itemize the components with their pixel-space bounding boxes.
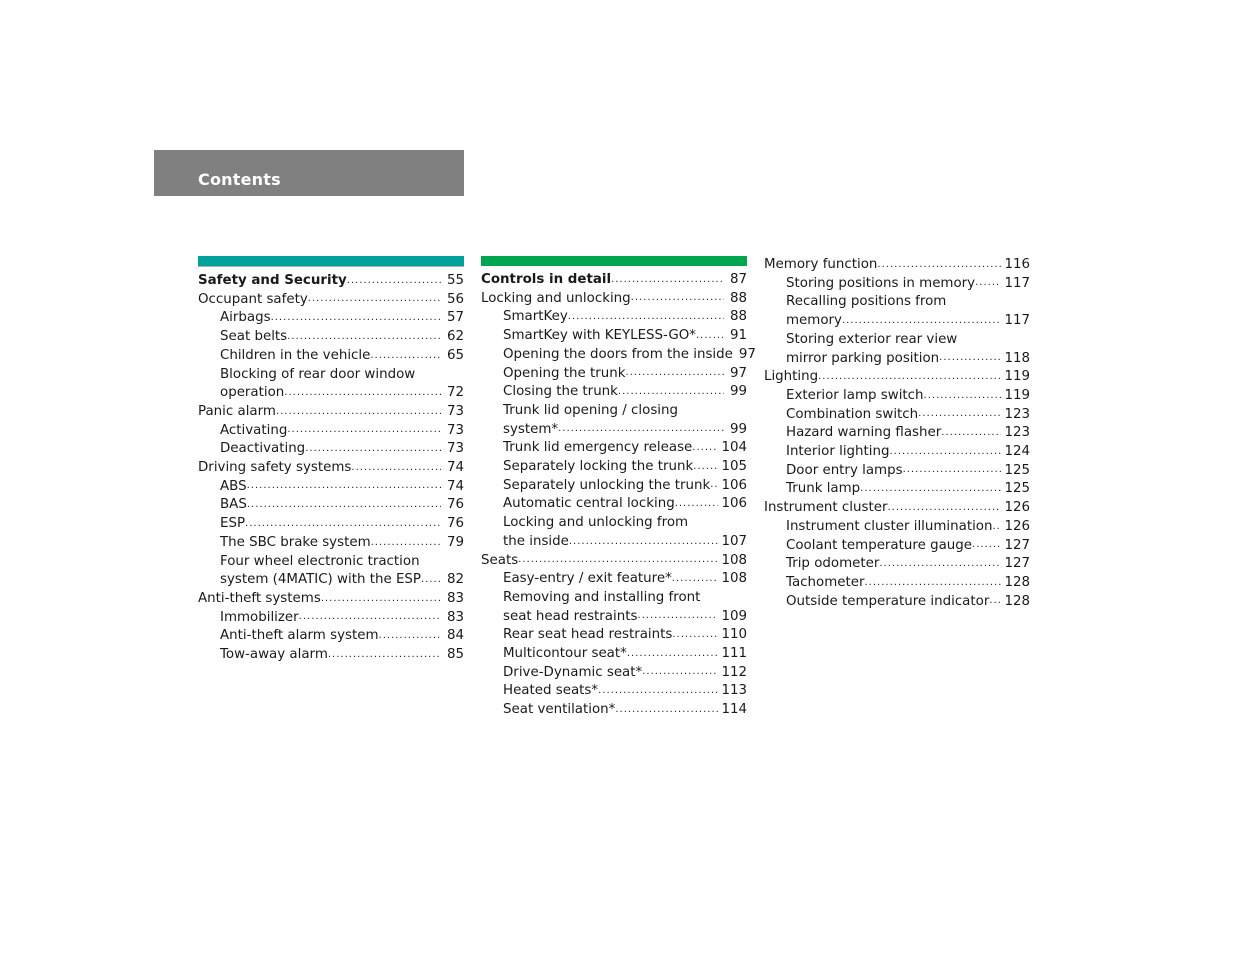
toc-entry-page-number: 57	[446, 310, 464, 326]
dot-leader	[247, 498, 441, 512]
toc-entry[interactable]	[764, 331, 1030, 350]
toc-entry-page-number: 108	[721, 552, 747, 568]
toc-entry-page-number: 56	[446, 291, 464, 307]
dot-leader	[625, 366, 724, 380]
toc-entry-label: BAS	[220, 497, 247, 513]
toc-entry[interactable]	[481, 589, 747, 608]
dot-leader	[672, 628, 718, 642]
toc-entry-page-number: 83	[446, 609, 464, 625]
toc-entry-page-number: 97	[738, 346, 756, 362]
dot-leader	[321, 592, 441, 606]
toc-entry-page-number: 91	[729, 328, 747, 344]
toc-entry-page-number: 87	[729, 272, 747, 287]
toc-entry-label: Drive-Dynamic seat*	[503, 664, 643, 680]
toc-entry[interactable]	[764, 368, 1030, 387]
toc-entry-page-number: 83	[446, 590, 464, 606]
toc-entry[interactable]	[198, 403, 464, 422]
toc-entry[interactable]	[481, 514, 747, 533]
dot-leader	[879, 557, 1001, 571]
toc-entry[interactable]	[481, 701, 747, 720]
toc-entry[interactable]	[198, 328, 464, 347]
dot-leader	[379, 629, 441, 643]
toc-entry-label: Recalling positions from	[786, 294, 947, 310]
toc-entry[interactable]	[198, 478, 464, 497]
dot-leader	[518, 553, 718, 567]
toc-entry[interactable]	[764, 424, 1030, 443]
dot-leader	[710, 478, 718, 492]
toc-entry-page-number: 74	[446, 460, 464, 476]
toc-entry[interactable]	[764, 462, 1030, 481]
toc-entry-label: mirror parking position	[786, 350, 940, 366]
toc-entry[interactable]	[481, 458, 747, 477]
toc-entry-label: Door entry lamps	[786, 462, 903, 478]
toc-entry-label: Children in the vehicle	[220, 347, 371, 363]
toc-entry-page-number: 104	[721, 440, 747, 456]
dot-leader	[370, 349, 441, 363]
dot-leader	[611, 273, 724, 287]
toc-entry-page-number: 97	[729, 365, 747, 381]
dot-leader	[308, 292, 441, 306]
dot-leader	[675, 497, 719, 511]
dot-leader	[558, 422, 724, 436]
toc-entry-label: Easy-entry / exit feature*	[503, 571, 672, 587]
dot-leader	[568, 310, 724, 324]
toc-entry-page-number: 128	[1004, 574, 1030, 590]
toc-entry-page-number: 126	[1004, 518, 1030, 534]
toc-entry-label: Trip odometer	[786, 556, 880, 572]
toc-entry[interactable]	[198, 272, 464, 291]
toc-entry-label: SmartKey with KEYLESS-GO*	[503, 328, 696, 344]
toc-entry-page-number: 110	[721, 627, 747, 643]
toc-column-continued	[764, 256, 1030, 611]
toc-entry-page-number: 106	[721, 496, 747, 512]
toc-entry[interactable]	[764, 350, 1030, 369]
dot-leader	[818, 370, 1001, 384]
toc-entry[interactable]	[764, 518, 1030, 537]
toc-entry[interactable]	[198, 496, 464, 515]
toc-entry-label: system (4MATIC) with the ESP	[220, 572, 421, 588]
toc-entry-label: Memory function	[764, 257, 878, 272]
toc-entry-page-number: 107	[721, 533, 747, 549]
toc-entry-label: Interior lighting	[786, 444, 890, 460]
toc-entry[interactable]	[481, 402, 747, 421]
toc-entry-label: Blocking of rear door window	[220, 366, 416, 382]
toc-entry-page-number: 73	[446, 403, 464, 419]
toc-entry[interactable]	[198, 646, 464, 665]
toc-entry-label: Instrument cluster illumination	[786, 518, 993, 534]
toc-entry-page-number: 108	[721, 571, 747, 587]
toc-entry[interactable]	[481, 421, 747, 440]
section-color-bar	[198, 256, 464, 267]
toc-entry-page-number: 88	[729, 309, 747, 325]
dot-leader	[245, 517, 441, 531]
toc-entry-label: The SBC brake system	[220, 534, 371, 550]
toc-entry-label: Multicontour seat*	[503, 646, 627, 662]
dot-leader	[637, 609, 718, 623]
toc-entry[interactable]	[764, 574, 1030, 593]
toc-entry-label: Tow-away alarm	[220, 647, 328, 663]
dot-leader	[696, 329, 724, 343]
toc-entry-label: Lighting	[764, 369, 819, 385]
toc-entry-label: Tachometer	[786, 574, 865, 590]
toc-entry[interactable]	[481, 290, 747, 309]
toc-entry[interactable]	[198, 459, 464, 478]
dot-leader	[305, 442, 441, 456]
toc-entry-label: seat head restraints	[503, 608, 638, 624]
toc-entry[interactable]	[764, 312, 1030, 331]
dot-leader	[903, 463, 1002, 477]
toc-entry[interactable]	[481, 271, 747, 290]
toc-entry-page-number: 73	[446, 422, 464, 438]
toc-column-safety	[198, 256, 464, 665]
toc-entry-page-number: 74	[446, 478, 464, 494]
toc-entry[interactable]	[481, 570, 747, 589]
dot-leader	[989, 594, 1001, 608]
toc-entry[interactable]	[198, 384, 464, 403]
toc-entry-page-number: 124	[1004, 444, 1030, 460]
dot-leader	[371, 536, 441, 550]
toc-entry[interactable]	[481, 664, 747, 683]
toc-entry-page-number: 85	[446, 647, 464, 663]
toc-entry-page-number: 105	[721, 459, 747, 475]
toc-entry-page-number: 117	[1004, 275, 1030, 291]
toc-entry[interactable]	[764, 293, 1030, 312]
toc-entry[interactable]	[198, 422, 464, 441]
toc-entry-label: Anti-theft systems	[198, 590, 321, 606]
toc-entry[interactable]	[198, 627, 464, 646]
toc-entry-label: Trunk lid emergency release	[503, 440, 693, 456]
toc-entry-page-number: 127	[1004, 556, 1030, 572]
toc-entry-page-number: 79	[446, 534, 464, 550]
toc-entry-page-number: 114	[721, 702, 747, 718]
toc-entry-label: operation	[220, 385, 285, 401]
toc-entry[interactable]	[764, 593, 1030, 612]
dot-leader	[287, 330, 441, 344]
toc-entry-label: Combination switch	[786, 406, 919, 422]
dot-leader	[865, 576, 1002, 590]
dot-leader	[615, 703, 718, 717]
dot-leader	[569, 535, 719, 549]
toc-entry[interactable]	[481, 346, 756, 365]
toc-entry-label: system*	[503, 421, 559, 437]
dot-leader	[672, 572, 719, 586]
dot-leader	[328, 648, 441, 662]
dot-leader	[842, 314, 1001, 328]
toc-entry[interactable]	[198, 309, 464, 328]
toc-entry-label: Immobilizer	[220, 609, 299, 625]
toc-entry[interactable]	[198, 291, 464, 310]
dot-leader	[631, 291, 724, 305]
toc-entry[interactable]	[198, 515, 464, 534]
toc-entry-list	[764, 256, 1030, 611]
toc-entry[interactable]	[764, 537, 1030, 556]
toc-entry-page-number: 76	[446, 516, 464, 532]
toc-entry-label: Opening the trunk	[503, 365, 626, 381]
toc-entry[interactable]	[764, 387, 1030, 406]
toc-entry[interactable]	[481, 682, 747, 701]
toc-entry[interactable]	[198, 609, 464, 628]
dot-leader	[618, 385, 724, 399]
toc-entry-page-number: 113	[721, 683, 747, 699]
toc-entry-label: Opening the doors from the inside	[503, 346, 733, 362]
toc-entry[interactable]	[198, 534, 464, 553]
toc-entry-page-number: 72	[446, 385, 464, 401]
toc-entry-page-number: 88	[729, 290, 747, 306]
toc-entry-label: Locking and unlocking from	[503, 515, 689, 531]
contents-header-tab	[154, 150, 464, 196]
toc-entry-page-number: 112	[721, 664, 747, 680]
toc-entry-page-number: 123	[1004, 406, 1030, 422]
toc-entry-label: Hazard warning flasher	[786, 425, 942, 441]
toc-entry[interactable]	[198, 366, 464, 385]
dot-leader	[992, 520, 1001, 534]
toc-entry[interactable]	[764, 555, 1030, 574]
dot-leader	[918, 407, 1001, 421]
toc-entry[interactable]	[481, 308, 747, 327]
toc-entry[interactable]	[481, 552, 747, 571]
toc-entry[interactable]	[481, 608, 747, 627]
toc-entry-page-number: 106	[721, 477, 747, 493]
toc-entry-label: Deactivating	[220, 441, 306, 457]
toc-entry[interactable]	[198, 440, 464, 459]
toc-entry-label: Storing exterior rear view	[786, 331, 958, 347]
toc-entry-label: Outside temperature indicator	[786, 593, 990, 609]
toc-entry[interactable]	[198, 553, 464, 572]
toc-entry-label: memory	[786, 313, 842, 329]
toc-entry[interactable]	[764, 406, 1030, 425]
dot-leader	[627, 647, 719, 661]
dot-leader	[890, 445, 1002, 459]
toc-entry-page-number: 126	[1004, 500, 1030, 516]
dot-leader	[924, 389, 1002, 403]
toc-entry-page-number: 125	[1004, 462, 1030, 478]
toc-entry[interactable]	[198, 590, 464, 609]
toc-entry-label: Trunk lid opening / closing	[503, 402, 679, 418]
toc-entry-label: the inside	[503, 533, 569, 549]
dot-leader	[693, 460, 718, 474]
dot-leader	[887, 501, 1001, 515]
dot-leader	[860, 482, 1001, 496]
dot-leader	[351, 461, 441, 475]
toc-entry-label: Separately locking the trunk	[503, 459, 694, 475]
toc-entry-label: SmartKey	[503, 309, 568, 325]
toc-entry-label: Seat belts	[220, 329, 288, 345]
toc-entry-page-number: 116	[1004, 257, 1030, 272]
toc-entry-label: Coolant temperature gauge	[786, 537, 973, 553]
toc-entry-label: Controls in detail	[481, 272, 612, 287]
toc-entry-label: Separately unlocking the trunk	[503, 477, 711, 493]
toc-entry-label: Anti-theft alarm system	[220, 628, 379, 644]
toc-entry[interactable]	[198, 347, 464, 366]
toc-entry-label: Seats	[481, 552, 519, 568]
toc-entry-page-number: 127	[1004, 537, 1030, 553]
toc-entry[interactable]	[481, 383, 747, 402]
toc-entry-page-number: 73	[446, 441, 464, 457]
toc-entry-page-number: 99	[729, 421, 747, 437]
toc-entry-label: Automatic central locking	[503, 496, 675, 512]
dot-leader	[347, 274, 441, 288]
toc-entry-page-number: 65	[446, 347, 464, 363]
toc-entry-label: Airbags	[220, 310, 271, 326]
toc-column-controls	[481, 256, 756, 720]
dot-leader	[271, 311, 441, 325]
dot-leader	[299, 610, 441, 624]
dot-leader	[598, 684, 718, 698]
dot-leader	[284, 386, 441, 400]
dot-leader	[692, 441, 718, 455]
toc-entry[interactable]	[764, 443, 1030, 462]
toc-entry-label: Seat ventilation*	[503, 702, 616, 718]
page-title: Contents	[198, 170, 281, 189]
dot-leader	[421, 573, 441, 587]
toc-entry-page-number: 109	[721, 608, 747, 624]
toc-entry[interactable]	[481, 327, 747, 346]
toc-entry-page-number: 62	[446, 329, 464, 345]
toc-entry-page-number: 82	[446, 572, 464, 588]
toc-entry-page-number: 111	[721, 646, 747, 662]
toc-entry[interactable]	[481, 439, 747, 458]
dot-leader	[287, 423, 441, 437]
toc-entry[interactable]	[764, 256, 1030, 275]
toc-entry-label: Rear seat head restraints	[503, 627, 673, 643]
dot-leader	[276, 405, 441, 419]
dot-leader	[247, 479, 441, 493]
toc-entry[interactable]	[198, 571, 464, 590]
toc-entry-label: Activating	[220, 422, 288, 438]
toc-entry-page-number: 128	[1004, 593, 1030, 609]
section-color-bar	[481, 256, 747, 266]
toc-entry-label: Instrument cluster	[764, 500, 888, 516]
toc-entry-label: Heated seats*	[503, 683, 599, 699]
toc-entry-label: Panic alarm	[198, 403, 276, 419]
toc-entry[interactable]	[481, 477, 747, 496]
dot-leader	[642, 665, 718, 679]
dot-leader	[939, 351, 1001, 365]
toc-entry-page-number: 119	[1004, 387, 1030, 403]
toc-entry[interactable]	[481, 645, 747, 664]
toc-entry-page-number: 99	[729, 384, 747, 400]
toc-entry-label: Trunk lamp	[786, 481, 861, 497]
toc-entry-label: Storing positions in memory	[786, 275, 976, 291]
toc-entry-page-number: 118	[1004, 350, 1030, 366]
toc-entry-list	[481, 271, 756, 720]
toc-entry-label: Closing the trunk	[503, 384, 618, 400]
toc-entry-label: Removing and installing front	[503, 589, 701, 605]
toc-entry-page-number: 123	[1004, 425, 1030, 441]
dot-leader	[975, 276, 1001, 290]
toc-entry-label: Four wheel electronic traction	[220, 553, 420, 569]
toc-entry[interactable]	[764, 275, 1030, 294]
toc-entry-label: Occupant safety	[198, 291, 308, 307]
toc-entry[interactable]	[481, 626, 747, 645]
toc-entry-label: Exterior lamp switch	[786, 387, 924, 403]
toc-entry-label: Locking and unlocking	[481, 290, 631, 306]
toc-entry-label: ABS	[220, 478, 247, 494]
toc-entry[interactable]	[481, 365, 747, 384]
toc-entry-label: ESP	[220, 516, 246, 532]
toc-entry-page-number: 125	[1004, 481, 1030, 497]
dot-leader	[972, 538, 1001, 552]
toc-entry-label: Safety and Security	[198, 273, 347, 288]
dot-leader	[877, 258, 1001, 272]
toc-entry-list	[198, 272, 464, 665]
toc-entry-page-number: 117	[1004, 313, 1030, 329]
toc-entry-page-number: 119	[1004, 369, 1030, 385]
toc-entry[interactable]	[481, 533, 747, 552]
dot-leader	[941, 426, 1001, 440]
toc-entry-page-number: 84	[446, 628, 464, 644]
toc-entry[interactable]	[764, 499, 1030, 518]
toc-entry-page-number: 55	[446, 273, 464, 288]
toc-entry[interactable]	[764, 480, 1030, 499]
toc-entry-label: Driving safety systems	[198, 460, 352, 476]
toc-entry[interactable]	[481, 495, 747, 514]
toc-entry-page-number: 76	[446, 497, 464, 513]
